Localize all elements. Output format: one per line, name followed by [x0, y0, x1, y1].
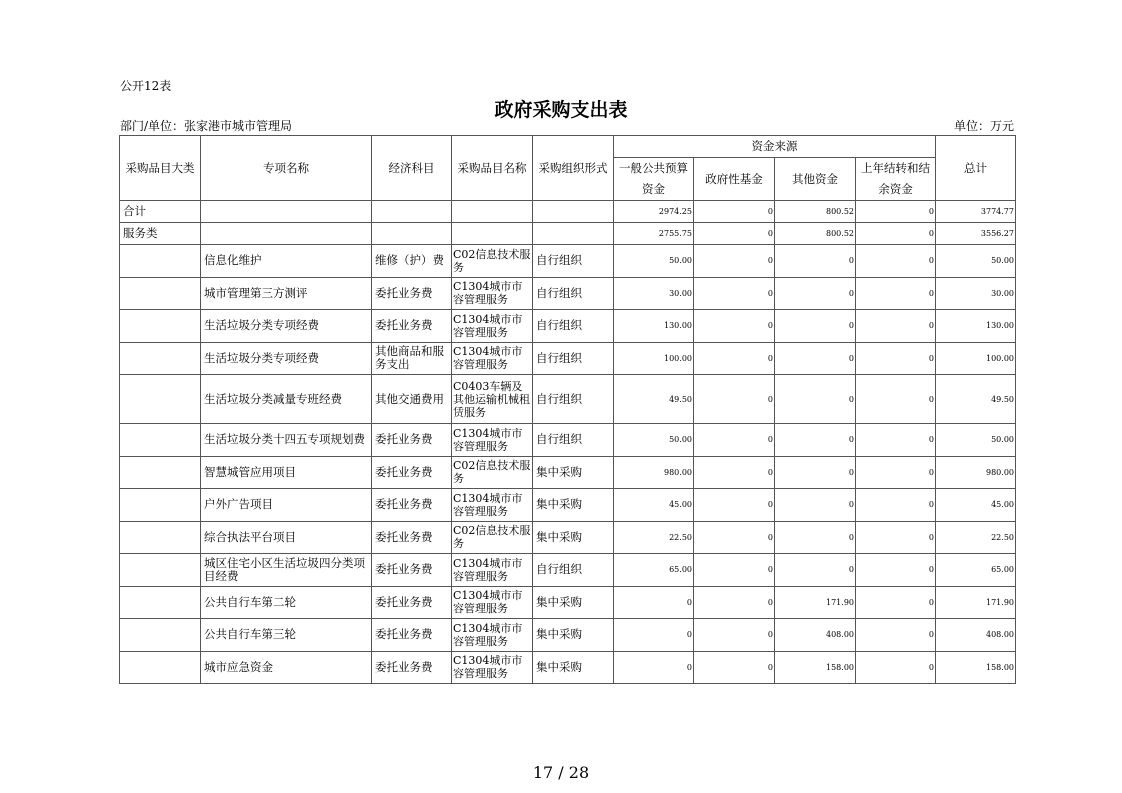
total-value: 130.00 — [936, 310, 1016, 343]
item-name: C02信息技术服务 — [452, 521, 533, 554]
total-value: 171.90 — [936, 586, 1016, 619]
carryover-value: 0 — [856, 619, 936, 652]
table-row — [120, 424, 1016, 457]
carryover-value: 0 — [856, 277, 936, 310]
project-name: 生活垃圾分类专项经费 — [201, 310, 372, 343]
econ-subject: 委托业务费 — [372, 424, 452, 457]
total-value: 65.00 — [936, 554, 1016, 587]
carryover-value: 0 — [856, 586, 936, 619]
org-form: 自行组织 — [533, 342, 614, 375]
procurement-table — [119, 135, 1016, 684]
other-fund-value: 0 — [775, 521, 856, 554]
other-fund-value: 158.00 — [775, 651, 856, 684]
gov-fund-value: 0 — [694, 554, 775, 587]
header-category: 采购品目大类 — [120, 136, 201, 201]
item-name: C1304城市市容管理服务 — [452, 310, 533, 343]
project-name: 公共自行车第三轮 — [201, 619, 372, 652]
total-value: 49.50 — [936, 375, 1016, 424]
category-cell — [120, 554, 201, 587]
table-row — [120, 619, 1016, 652]
econ-subject: 维修（护）费 — [372, 245, 452, 278]
other-fund-value: 0 — [775, 456, 856, 489]
other-fund-value: 0 — [775, 375, 856, 424]
header-form: 采购组织形式 — [533, 136, 614, 201]
project-name: 城区住宅小区生活垃圾四分类项目经费 — [201, 554, 372, 587]
item-name: C1304城市市容管理服务 — [452, 586, 533, 619]
general-budget-value: 0 — [614, 651, 694, 684]
project-name: 公共自行车第二轮 — [201, 586, 372, 619]
header-total: 总计 — [936, 136, 1016, 201]
total-value: 22.50 — [936, 521, 1016, 554]
org-form: 集中采购 — [533, 521, 614, 554]
project-name: 城市管理第三方测评 — [201, 277, 372, 310]
header-econ: 经济科目 — [372, 136, 452, 201]
econ-subject: 委托业务费 — [372, 277, 452, 310]
other-fund-value: 800.52 — [775, 201, 856, 223]
category-cell — [120, 375, 201, 424]
empty-cell — [201, 223, 372, 245]
general-budget-value: 2974.25 — [614, 201, 694, 223]
empty-cell — [452, 201, 533, 223]
total-value: 3774.77 — [936, 201, 1016, 223]
carryover-value: 0 — [856, 651, 936, 684]
table-row — [120, 651, 1016, 684]
summary-label: 服务类 — [120, 223, 201, 245]
econ-subject: 委托业务费 — [372, 554, 452, 587]
econ-subject: 委托业务费 — [372, 310, 452, 343]
general-budget-value: 50.00 — [614, 424, 694, 457]
table-row — [120, 554, 1016, 587]
item-name: C1304城市市容管理服务 — [452, 277, 533, 310]
item-name: C0403车辆及其他运输机械租赁服务 — [452, 375, 533, 424]
org-form: 自行组织 — [533, 424, 614, 457]
econ-subject: 其他商品和服务支出 — [372, 342, 452, 375]
empty-cell — [533, 201, 614, 223]
general-budget-value: 0 — [614, 619, 694, 652]
empty-cell — [452, 223, 533, 245]
other-fund-value: 0 — [775, 554, 856, 587]
table-row — [120, 586, 1016, 619]
category-cell — [120, 310, 201, 343]
empty-cell — [372, 201, 452, 223]
project-name: 户外广告项目 — [201, 489, 372, 522]
econ-subject: 其他交通费用 — [372, 375, 452, 424]
carryover-value: 0 — [856, 342, 936, 375]
category-cell — [120, 586, 201, 619]
general-budget-value: 130.00 — [614, 310, 694, 343]
general-budget-value: 0 — [614, 586, 694, 619]
project-name: 智慧城管应用项目 — [201, 456, 372, 489]
econ-subject: 委托业务费 — [372, 521, 452, 554]
summary-row — [120, 223, 1016, 245]
econ-subject: 委托业务费 — [372, 489, 452, 522]
gov-fund-value: 0 — [694, 521, 775, 554]
econ-subject: 委托业务费 — [372, 456, 452, 489]
empty-cell — [372, 223, 452, 245]
gov-fund-value: 0 — [694, 342, 775, 375]
category-cell — [120, 424, 201, 457]
item-name: C1304城市市容管理服务 — [452, 651, 533, 684]
carryover-value: 0 — [856, 245, 936, 278]
other-fund-value: 800.52 — [775, 223, 856, 245]
carryover-value: 0 — [856, 201, 936, 223]
total-value: 408.00 — [936, 619, 1016, 652]
project-name: 城市应急资金 — [201, 651, 372, 684]
carryover-value: 0 — [856, 489, 936, 522]
gov-fund-value: 0 — [694, 651, 775, 684]
other-fund-value: 0 — [775, 342, 856, 375]
category-cell — [120, 619, 201, 652]
econ-subject: 委托业务费 — [372, 651, 452, 684]
department-label: 部门/单位：张家港市城市管理局 — [120, 119, 293, 133]
project-name: 生活垃圾分类十四五专项规划费 — [201, 424, 372, 457]
category-cell — [120, 342, 201, 375]
carryover-value: 0 — [856, 521, 936, 554]
total-value: 158.00 — [936, 651, 1016, 684]
category-cell — [120, 521, 201, 554]
general-budget-value: 2755.75 — [614, 223, 694, 245]
gov-fund-value: 0 — [694, 424, 775, 457]
header-carryover: 上年结转和结余资金 — [856, 158, 936, 201]
carryover-value: 0 — [856, 456, 936, 489]
carryover-value: 0 — [856, 424, 936, 457]
category-cell — [120, 456, 201, 489]
other-fund-value: 0 — [775, 310, 856, 343]
org-form: 集中采购 — [533, 489, 614, 522]
gov-fund-value: 0 — [694, 586, 775, 619]
item-name: C1304城市市容管理服务 — [452, 619, 533, 652]
project-name: 生活垃圾分类专项经费 — [201, 342, 372, 375]
org-form: 自行组织 — [533, 310, 614, 343]
table-row — [120, 310, 1016, 343]
empty-cell — [533, 223, 614, 245]
table-row — [120, 277, 1016, 310]
header-general-budget: 一般公共预算资金 — [614, 158, 694, 201]
total-value: 45.00 — [936, 489, 1016, 522]
gov-fund-value: 0 — [694, 310, 775, 343]
carryover-value: 0 — [856, 310, 936, 343]
header-project: 专项名称 — [201, 136, 372, 201]
header-item: 采购品目名称 — [452, 136, 533, 201]
total-value: 100.00 — [936, 342, 1016, 375]
gov-fund-value: 0 — [694, 223, 775, 245]
org-form: 集中采购 — [533, 456, 614, 489]
summary-row — [120, 201, 1016, 223]
other-fund-value: 0 — [775, 277, 856, 310]
category-cell — [120, 651, 201, 684]
header-gov-fund: 政府性基金 — [694, 158, 775, 201]
empty-cell — [201, 201, 372, 223]
gov-fund-value: 0 — [694, 619, 775, 652]
table-row — [120, 245, 1016, 278]
table-number: 公开12表 — [120, 79, 172, 93]
header-other: 其他资金 — [775, 158, 856, 201]
econ-subject: 委托业务费 — [372, 619, 452, 652]
gov-fund-value: 0 — [694, 375, 775, 424]
item-name: C1304城市市容管理服务 — [452, 489, 533, 522]
org-form: 自行组织 — [533, 245, 614, 278]
general-budget-value: 45.00 — [614, 489, 694, 522]
total-value: 50.00 — [936, 245, 1016, 278]
general-budget-value: 30.00 — [614, 277, 694, 310]
total-value: 980.00 — [936, 456, 1016, 489]
total-value: 50.00 — [936, 424, 1016, 457]
project-name: 生活垃圾分类减量专班经费 — [201, 375, 372, 424]
econ-subject: 委托业务费 — [372, 586, 452, 619]
general-budget-value: 49.50 — [614, 375, 694, 424]
header-funding-source: 资金来源 — [614, 136, 936, 158]
table-row — [120, 375, 1016, 424]
summary-label: 合计 — [120, 201, 201, 223]
other-fund-value: 0 — [775, 424, 856, 457]
table-row — [120, 521, 1016, 554]
category-cell — [120, 277, 201, 310]
item-name: C1304城市市容管理服务 — [452, 554, 533, 587]
project-name: 信息化维护 — [201, 245, 372, 278]
org-form: 集中采购 — [533, 651, 614, 684]
general-budget-value: 65.00 — [614, 554, 694, 587]
org-form: 自行组织 — [533, 554, 614, 587]
other-fund-value: 408.00 — [775, 619, 856, 652]
page-title: 政府采购支出表 — [494, 99, 628, 121]
org-form: 自行组织 — [533, 277, 614, 310]
item-name: C1304城市市容管理服务 — [452, 342, 533, 375]
gov-fund-value: 0 — [694, 277, 775, 310]
category-cell — [120, 489, 201, 522]
page-number: 17 / 28 — [532, 763, 590, 782]
unit-label: 单位：万元 — [953, 119, 1014, 133]
org-form: 自行组织 — [533, 375, 614, 424]
general-budget-value: 100.00 — [614, 342, 694, 375]
project-name: 综合执法平台项目 — [201, 521, 372, 554]
table-row — [120, 489, 1016, 522]
table-row — [120, 456, 1016, 489]
table-row — [120, 342, 1016, 375]
other-fund-value: 0 — [775, 245, 856, 278]
item-name: C02信息技术服务 — [452, 245, 533, 278]
carryover-value: 0 — [856, 223, 936, 245]
org-form: 集中采购 — [533, 619, 614, 652]
other-fund-value: 0 — [775, 489, 856, 522]
gov-fund-value: 0 — [694, 456, 775, 489]
total-value: 3556.27 — [936, 223, 1016, 245]
gov-fund-value: 0 — [694, 201, 775, 223]
category-cell — [120, 245, 201, 278]
carryover-value: 0 — [856, 375, 936, 424]
other-fund-value: 171.90 — [775, 586, 856, 619]
org-form: 集中采购 — [533, 586, 614, 619]
item-name: C02信息技术服务 — [452, 456, 533, 489]
general-budget-value: 22.50 — [614, 521, 694, 554]
general-budget-value: 980.00 — [614, 456, 694, 489]
item-name: C1304城市市容管理服务 — [452, 424, 533, 457]
gov-fund-value: 0 — [694, 489, 775, 522]
total-value: 30.00 — [936, 277, 1016, 310]
general-budget-value: 50.00 — [614, 245, 694, 278]
carryover-value: 0 — [856, 554, 936, 587]
gov-fund-value: 0 — [694, 245, 775, 278]
